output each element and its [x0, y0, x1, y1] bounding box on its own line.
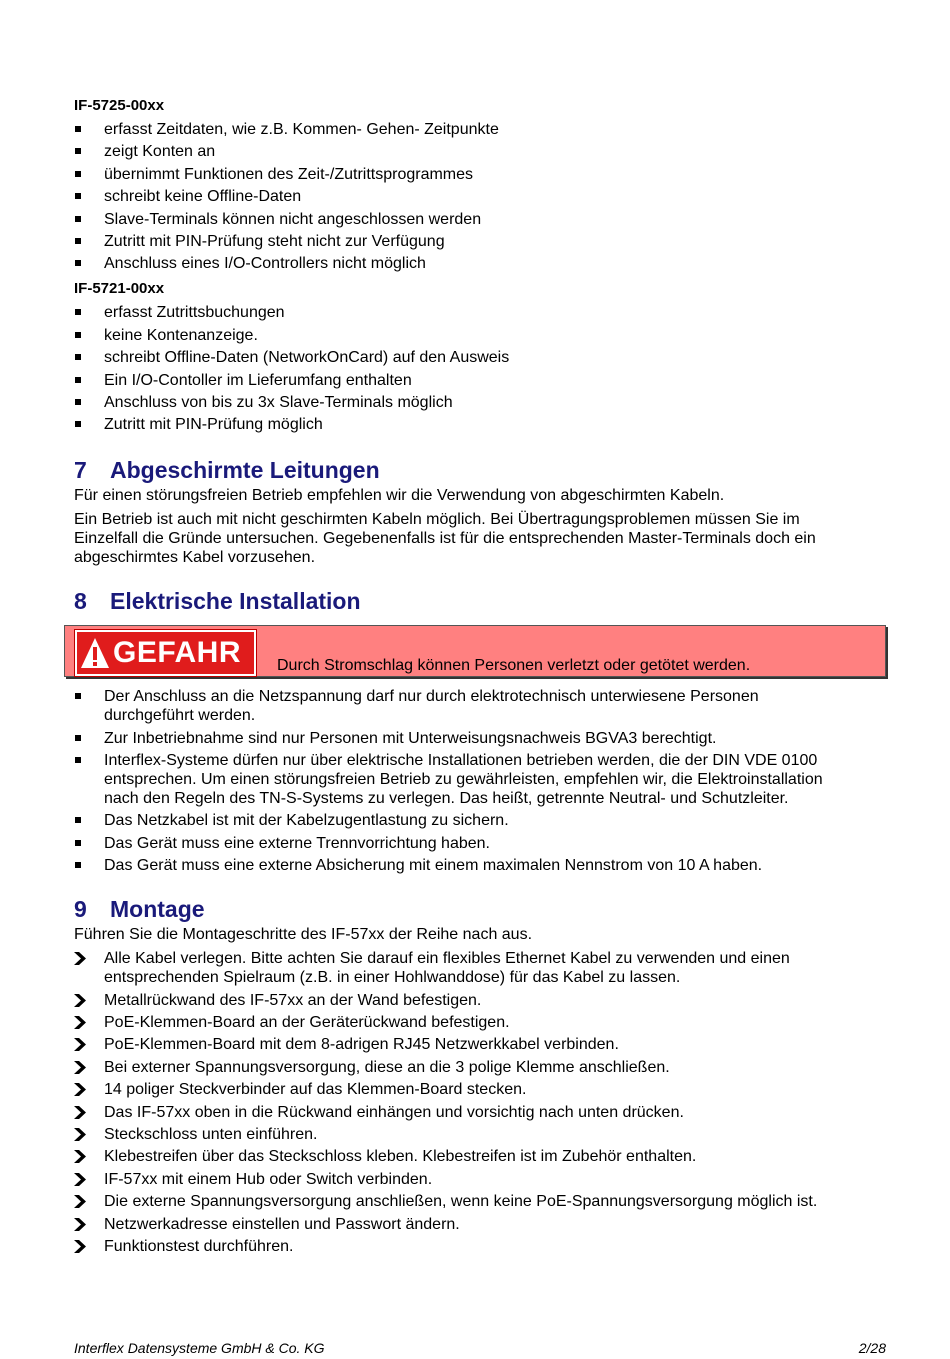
- bullet-square-icon: [75, 126, 81, 132]
- list-item: keine Kontenanzeige.: [74, 326, 886, 345]
- arrow-bullet-icon: [74, 1061, 86, 1074]
- list-item: Metallrückwand des IF-57xx an der Wand befestigen.: [74, 991, 886, 1010]
- bullet-square-icon: [75, 171, 81, 177]
- list-item: Steckschloss unten einführen.: [74, 1125, 886, 1144]
- list-item: Klebestreifen über das Steckschloss kleben. Klebestreifen ist im Zubehör enthalten.: [74, 1147, 886, 1166]
- bullet-square-icon: [75, 354, 81, 360]
- list-item: PoE-Klemmen-Board an der Geräterückwand befestigen.: [74, 1013, 886, 1032]
- bullet-square-icon: [75, 377, 81, 383]
- model-heading-if5721: IF-5721-00xx: [74, 280, 165, 298]
- list-item: Interflex-Systeme dürfen nur über elektrische Installationen betrieben werden, die der DIN VDE 0100 entsprechen. Um einen störungsfreien Betrieb zu gewährleisten, empfehlen wir, die Elektroinstallation nach den Regeln des TN-S-Systems zu verlegen. Das heißt, getrennte Neutral- und Schutzleiter.: [74, 751, 886, 808]
- list-item: erfasst Zutrittsbuchungen: [74, 303, 886, 322]
- document-page: [74, 96, 886, 1259]
- model-heading-if5725: IF-5725-00xx: [74, 97, 165, 114]
- arrow-bullet-icon: [74, 1173, 86, 1186]
- feature-list-if5721: [74, 303, 886, 434]
- list-item: Slave-Terminals können nicht angeschlossen werden: [74, 210, 886, 229]
- list-item: Netzwerkadresse einstellen und Passwort ändern.: [74, 1215, 886, 1234]
- bullet-square-icon: [75, 693, 81, 699]
- bullet-square-icon: [75, 193, 81, 199]
- danger-warning-box: [64, 625, 886, 677]
- bullet-square-icon: [75, 148, 81, 154]
- bullet-square-icon: [75, 840, 81, 846]
- bullet-square-icon: [75, 817, 81, 823]
- arrow-bullet-icon: [74, 1195, 86, 1208]
- list-item: PoE-Klemmen-Board mit dem 8-adrigen RJ45 Netzwerkkabel verbinden.: [74, 1035, 886, 1054]
- footer-company: Interflex Datensysteme GmbH & Co. KG: [74, 1340, 325, 1356]
- list-item: Das Gerät muss eine externe Absicherung mit einem maximalen Nennstrom von 10 A haben.: [74, 856, 886, 875]
- list-item: Zutritt mit PIN-Prüfung steht nicht zur Verfügung: [74, 232, 886, 251]
- arrow-bullet-icon: [74, 1038, 86, 1051]
- list-item: Der Anschluss an die Netzspannung darf nur durch elektrotechnisch unterwiesene Personen durchgeführt werden.: [74, 687, 886, 725]
- bullet-square-icon: [75, 862, 81, 868]
- chapter-8-heading: 8 Elektrische Installation: [74, 588, 361, 615]
- arrow-bullet-icon: [74, 1128, 86, 1141]
- chapter-7-heading: 7 Abgeschirmte Leitungen: [74, 457, 380, 484]
- arrow-bullet-icon: [74, 1218, 86, 1231]
- arrow-bullet-icon: [74, 994, 86, 1007]
- gefahr-badge: GEFAHR: [75, 630, 256, 676]
- bullet-square-icon: [75, 332, 81, 338]
- chapter-9-intro: Führen Sie die Montageschritte des IF-57xx der Reihe nach aus.: [74, 926, 533, 944]
- list-item: Das Gerät muss eine externe Trennvorrichtung haben.: [74, 834, 886, 853]
- list-item: Anschluss eines I/O-Controllers nicht möglich: [74, 254, 886, 273]
- page-footer: [74, 1340, 886, 1356]
- list-item: schreibt Offline-Daten (NetworkOnCard) auf den Ausweis: [74, 348, 886, 367]
- list-item: Die externe Spannungsversorgung anschließen, wenn keine PoE-Spannungsversorgung möglich ist.: [74, 1192, 886, 1211]
- bullet-square-icon: [75, 757, 81, 763]
- chapter-9-heading: 9 Montage: [74, 896, 205, 923]
- arrow-bullet-icon: [74, 1240, 86, 1253]
- bullet-square-icon: [75, 421, 81, 427]
- bullet-square-icon: [75, 238, 81, 244]
- list-item: schreibt keine Offline-Daten: [74, 187, 886, 206]
- list-item: zeigt Konten an: [74, 142, 886, 161]
- list-item: Das Netzkabel ist mit der Kabelzugentlastung zu sichern.: [74, 811, 886, 830]
- list-item: Alle Kabel verlegen. Bitte achten Sie darauf ein flexibles Ethernet Kabel zu verwenden und einen entsprechenden Spielraum (z.B. in einer Hohlwanddose) für das Kabel zu lassen.: [74, 949, 886, 987]
- warning-triangle-icon: [80, 637, 110, 669]
- list-item: Zutritt mit PIN-Prüfung möglich: [74, 415, 886, 434]
- list-item: Ein I/O-Contoller im Lieferumfang enthalten: [74, 371, 886, 390]
- list-item: Das IF-57xx oben in die Rückwand einhängen und vorsichtig nach unten drücken.: [74, 1103, 886, 1122]
- list-item: Anschluss von bis zu 3x Slave-Terminals möglich: [74, 393, 886, 412]
- bullet-square-icon: [75, 735, 81, 741]
- arrow-bullet-icon: [74, 1083, 86, 1096]
- page-number: 2/28: [858, 1340, 886, 1356]
- list-item: Bei externer Spannungsversorgung, diese an die 3 polige Klemme anschließen.: [74, 1058, 886, 1077]
- installation-steps-list: [74, 949, 886, 1256]
- bullet-square-icon: [75, 309, 81, 315]
- bullet-square-icon: [75, 216, 81, 222]
- list-item: Funktionstest durchführen.: [74, 1237, 886, 1256]
- chapter-7-paragraph-2: Ein Betrieb ist auch mit nicht geschirmten Kabeln möglich. Bei Übertragungsproblemen müssen Sie im Einzelfall die Gründe untersuchen. Gegebenenfalls ist für die entsprechenden Master-Terminals doch ein abgeschirmtes Kabel vorzusehen.: [74, 511, 816, 567]
- bullet-square-icon: [75, 260, 81, 266]
- arrow-bullet-icon: [74, 1150, 86, 1163]
- feature-list-if5725: [74, 120, 886, 273]
- electrical-rules-list: [74, 687, 886, 875]
- warning-message: Durch Stromschlag können Personen verletzt oder getötet werden.: [277, 657, 751, 675]
- bullet-square-icon: [75, 399, 81, 405]
- list-item: übernimmt Funktionen des Zeit-/Zutrittsprogrammes: [74, 165, 886, 184]
- list-item: IF-57xx mit einem Hub oder Switch verbinden.: [74, 1170, 886, 1189]
- list-item: erfasst Zeitdaten, wie z.B. Kommen- Gehen- Zeitpunkte: [74, 120, 886, 139]
- list-item: 14 poliger Steckverbinder auf das Klemmen-Board stecken.: [74, 1080, 886, 1099]
- chapter-7-paragraph-1: Für einen störungsfreien Betrieb empfehlen wir die Verwendung von abgeschirmten Kabeln.: [74, 487, 725, 505]
- list-item: Zur Inbetriebnahme sind nur Personen mit Unterweisungsnachweis BGVA3 berechtigt.: [74, 729, 886, 748]
- arrow-bullet-icon: [74, 1106, 86, 1119]
- arrow-bullet-icon: [74, 1016, 86, 1029]
- arrow-bullet-icon: [74, 952, 86, 965]
